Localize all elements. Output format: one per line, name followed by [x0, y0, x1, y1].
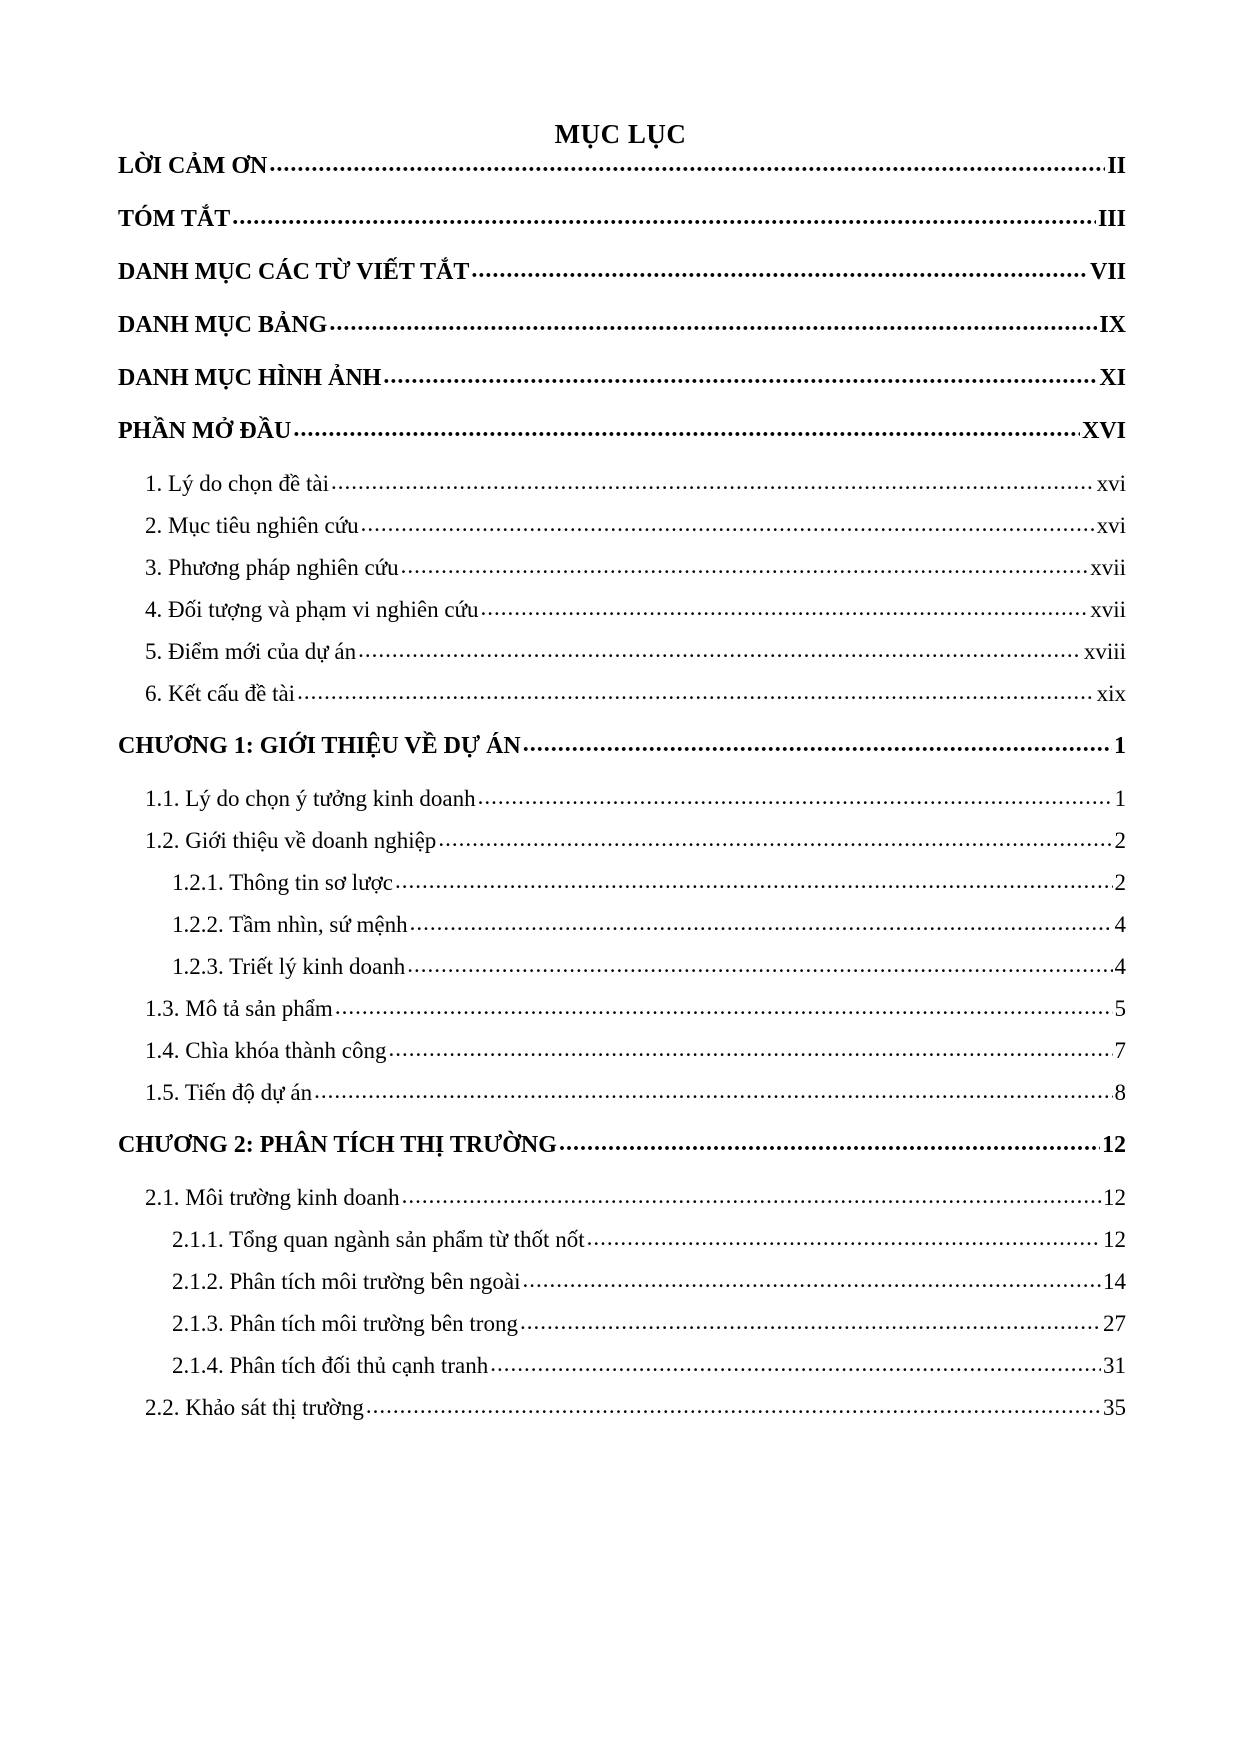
- toc-heading-entry[interactable]: [118, 149, 1126, 183]
- dot-leader: [471, 253, 1088, 287]
- dot-leader: [478, 780, 1113, 814]
- dot-leader: [490, 1347, 1101, 1381]
- toc-entry[interactable]: [145, 824, 1126, 858]
- toc-entry-label: 2.1.3. Phân tích môi trường bên trong: [172, 1311, 518, 1336]
- toc-entry-page-number: II: [1107, 153, 1126, 179]
- toc-entry[interactable]: [145, 509, 1126, 543]
- toc-entry-label: 2.1.1. Tổng quan ngành sản phẩm từ thốt nốt: [172, 1227, 585, 1252]
- toc-entry-label: 1.2.2. Tầm nhìn, sứ mệnh: [172, 912, 408, 937]
- toc-entry-page-number: III: [1097, 206, 1126, 232]
- toc-heading-entry[interactable]: [118, 1128, 1126, 1162]
- dot-leader: [297, 675, 1095, 709]
- toc-entry[interactable]: [145, 1034, 1126, 1068]
- toc-entry-label: 2. Mục tiêu nghiên cứu: [145, 513, 359, 538]
- toc-entry-page-number: 1: [1114, 786, 1126, 811]
- toc-heading-entry[interactable]: [118, 202, 1126, 236]
- toc-entry-page-number: IX: [1099, 312, 1126, 338]
- toc-entry-label: 1.5. Tiến độ dự án: [145, 1080, 313, 1105]
- toc-entry-label: TÓM TẮT: [118, 206, 231, 232]
- toc-entry[interactable]: [145, 593, 1126, 627]
- toc-entry-label: 3. Phương pháp nghiên cứu: [145, 555, 399, 580]
- toc-entry-label: CHƯƠNG 1: GIỚI THIỆU VỀ DỰ ÁN: [118, 733, 521, 759]
- toc-entry-page-number: 4: [1114, 954, 1126, 979]
- toc-entry-page-number: 8: [1114, 1080, 1126, 1105]
- toc-entry-label: 4. Đối tượng và phạm vi nghiên cứu: [145, 597, 479, 622]
- dot-leader: [520, 1305, 1101, 1339]
- toc-heading-entry[interactable]: [118, 255, 1126, 289]
- toc-entry-page-number: 35: [1103, 1395, 1126, 1420]
- dot-leader: [410, 906, 1113, 940]
- toc-entry-page-number: xvii: [1090, 555, 1126, 580]
- toc-entry-label: 1. Lý do chọn đề tài: [145, 471, 329, 496]
- toc-entry[interactable]: [145, 1391, 1126, 1425]
- toc-entry-label: 6. Kết cấu đề tài: [145, 681, 296, 706]
- toc-entry-page-number: 12: [1103, 1227, 1126, 1252]
- toc-entry-label: DANH MỤC HÌNH ẢNH: [118, 365, 382, 391]
- toc-entry-label: 1.2.3. Triết lý kinh doanh: [172, 954, 406, 979]
- toc-entry[interactable]: [172, 1307, 1126, 1341]
- dot-leader: [523, 1263, 1101, 1297]
- toc-entry-label: 2.1. Môi trường kinh doanh: [145, 1185, 400, 1210]
- toc-entry[interactable]: [172, 1223, 1126, 1257]
- dot-leader: [331, 465, 1095, 499]
- dot-leader: [232, 200, 1096, 234]
- dot-leader: [402, 1179, 1101, 1213]
- toc-entry-page-number: VII: [1089, 259, 1126, 285]
- toc-entry-label: CHƯƠNG 2: PHÂN TÍCH THỊ TRƯỜNG: [118, 1132, 557, 1158]
- toc-entry[interactable]: [172, 950, 1126, 984]
- toc-entry-page-number: 31: [1103, 1353, 1126, 1378]
- toc-entry-page-number: 1: [1114, 733, 1126, 759]
- dot-leader: [329, 306, 1097, 340]
- dot-leader: [523, 727, 1112, 761]
- dot-leader: [335, 990, 1113, 1024]
- toc-entry-page-number: 2: [1114, 870, 1126, 895]
- toc-entry[interactable]: [145, 467, 1126, 501]
- toc-entry-label: 2.1.4. Phân tích đối thủ cạnh tranh: [172, 1353, 489, 1378]
- toc-entry[interactable]: [145, 1181, 1126, 1215]
- toc-heading-entry[interactable]: [118, 361, 1126, 395]
- dot-leader: [481, 591, 1089, 625]
- dot-leader: [401, 549, 1089, 583]
- dot-leader: [438, 822, 1112, 856]
- toc-entry-label: DANH MỤC BẢNG: [118, 312, 328, 338]
- dot-leader: [388, 1032, 1112, 1066]
- toc-entry-label: 1.2. Giới thiệu về doanh nghiệp: [145, 828, 437, 853]
- toc-heading-entry[interactable]: [118, 414, 1126, 448]
- dot-leader: [587, 1221, 1101, 1255]
- dot-leader: [358, 633, 1082, 667]
- toc-entry-page-number: 4: [1114, 912, 1126, 937]
- toc-entry-page-number: xvi: [1096, 513, 1126, 538]
- toc-entry-label: 1.3. Mô tả sản phẩm: [145, 996, 333, 1021]
- toc-entry-label: 5. Điểm mới của dự án: [145, 639, 357, 664]
- dot-leader: [314, 1074, 1112, 1108]
- toc-entry-page-number: XI: [1099, 365, 1126, 391]
- toc-entry-label: 1.1. Lý do chọn ý tưởng kinh doanh: [145, 786, 476, 811]
- dot-leader: [361, 507, 1095, 541]
- toc-entry-page-number: xvii: [1090, 597, 1126, 622]
- toc-entry-label: 2.1.2. Phân tích môi trường bên ngoài: [172, 1269, 521, 1294]
- toc-entry-label: LỜI CẢM ƠN: [118, 153, 268, 179]
- toc-entry[interactable]: [172, 1349, 1126, 1383]
- dot-leader: [383, 359, 1097, 393]
- toc-entry[interactable]: [145, 992, 1126, 1026]
- dot-leader: [559, 1126, 1100, 1160]
- toc-entry-label: PHẦN MỞ ĐẦU: [118, 418, 292, 444]
- toc-heading-entry[interactable]: [118, 729, 1126, 763]
- toc-entry[interactable]: [145, 1076, 1126, 1110]
- toc-heading-entry[interactable]: [118, 308, 1126, 342]
- toc-entry-page-number: xvi: [1096, 471, 1126, 496]
- dot-leader: [366, 1389, 1101, 1423]
- toc-entry-label: 2.2. Khảo sát thị trường: [145, 1395, 364, 1420]
- dot-leader: [293, 412, 1080, 446]
- toc-entry-page-number: 12: [1102, 1132, 1126, 1158]
- toc-entry-label: 1.4. Chìa khóa thành công: [145, 1038, 387, 1063]
- toc-title: MỤC LỤC: [554, 119, 687, 149]
- toc-entry-page-number: 5: [1114, 996, 1126, 1021]
- toc-entry-page-number: xviii: [1083, 639, 1126, 664]
- toc-entry-page-number: xix: [1096, 681, 1126, 706]
- dot-leader: [395, 864, 1112, 898]
- toc-entry[interactable]: [145, 782, 1126, 816]
- toc-entry[interactable]: [145, 551, 1126, 585]
- toc-entry-page-number: XVI: [1081, 418, 1126, 444]
- toc-entry-page-number: 12: [1103, 1185, 1126, 1210]
- toc-entry-page-number: 27: [1103, 1311, 1126, 1336]
- toc-entry-label: 1.2.1. Thông tin sơ lược: [172, 870, 394, 895]
- toc-entry-page-number: 2: [1114, 828, 1126, 853]
- toc-entry-page-number: 7: [1114, 1038, 1126, 1063]
- dot-leader: [269, 147, 1105, 181]
- toc-entry-page-number: 14: [1103, 1269, 1126, 1294]
- toc-entry[interactable]: [145, 635, 1126, 669]
- toc-entry-label: DANH MỤC CÁC TỪ VIẾT TẮT: [118, 259, 470, 285]
- toc-entry[interactable]: [172, 908, 1126, 942]
- dot-leader: [407, 948, 1112, 982]
- toc-entry[interactable]: [172, 866, 1126, 900]
- toc-entry[interactable]: [172, 1265, 1126, 1299]
- toc-entry[interactable]: [145, 677, 1126, 711]
